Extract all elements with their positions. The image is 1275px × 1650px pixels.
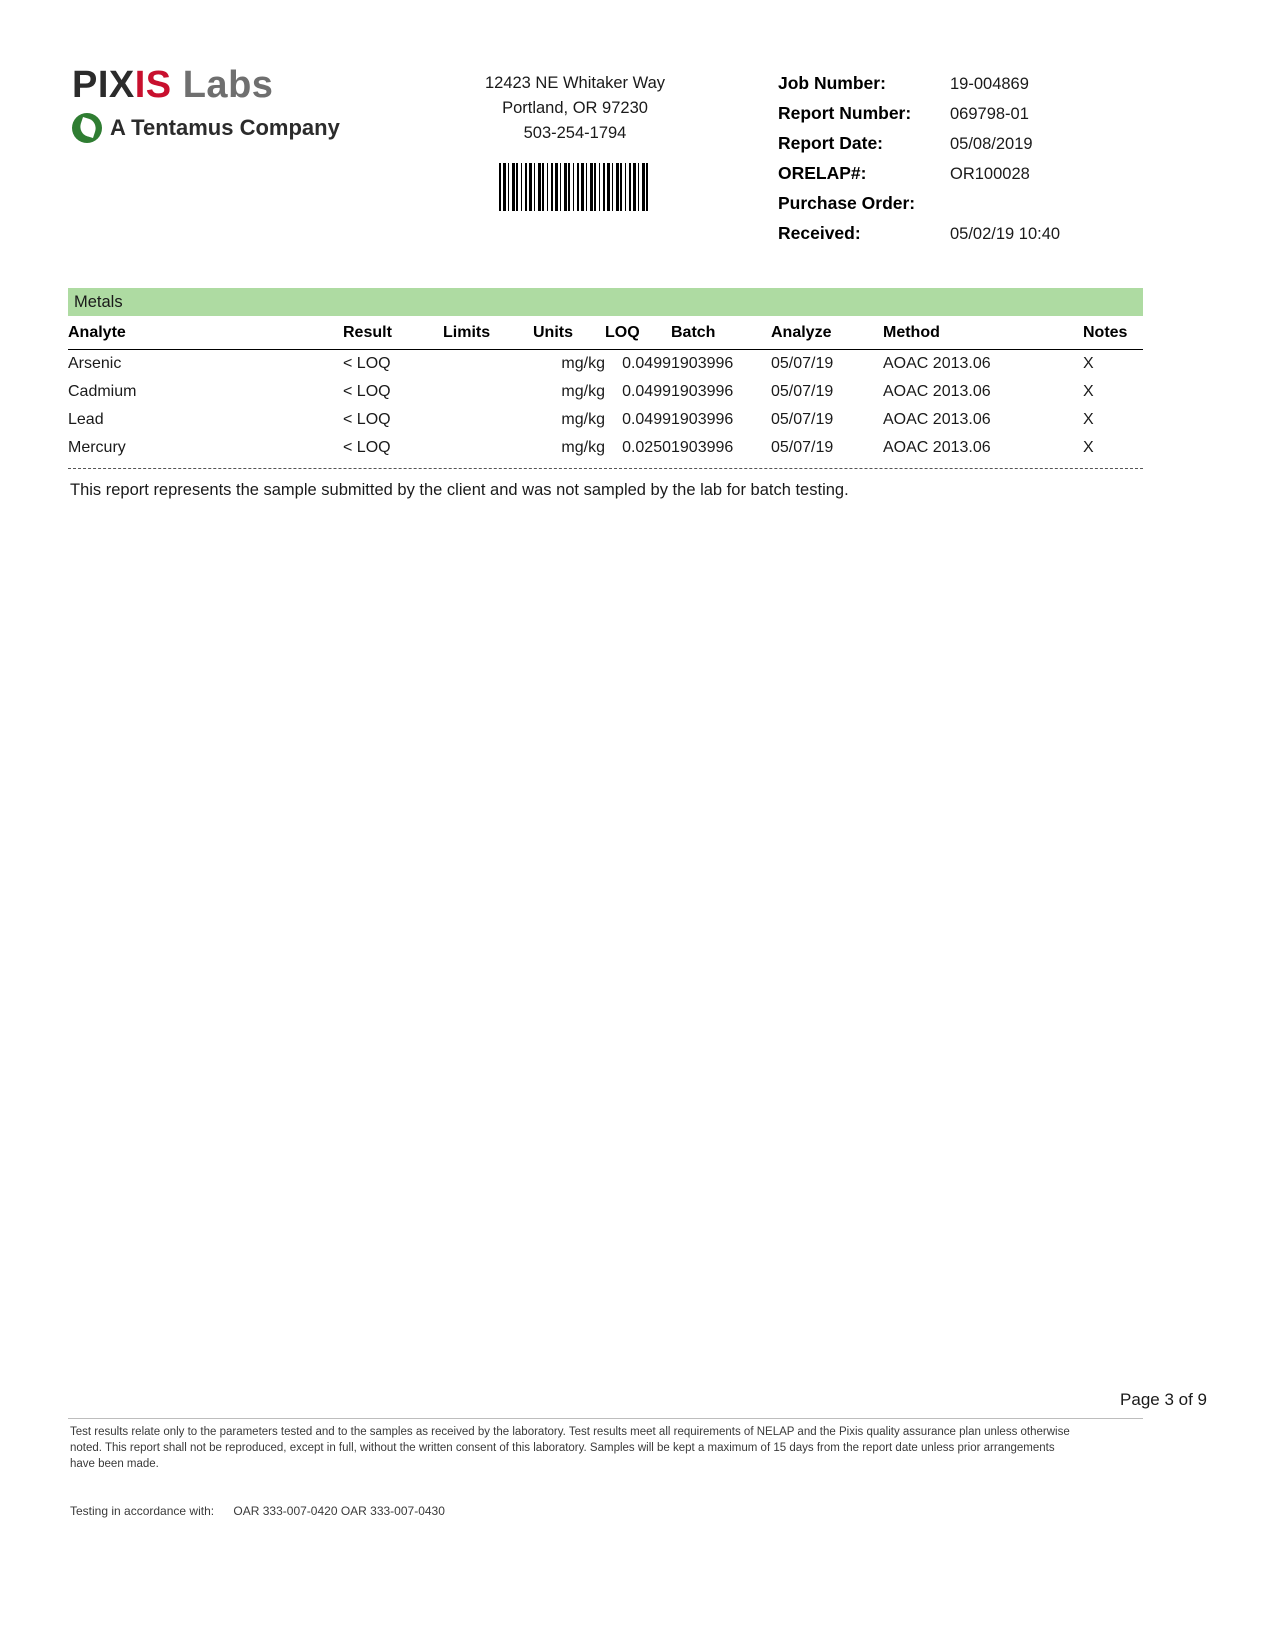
meta-label-received: Received: (778, 223, 861, 243)
meta-row-report-number (778, 103, 1208, 133)
meta-row-report-date (778, 133, 1208, 163)
cell-method: AOAC 2013.06 (883, 411, 991, 428)
meta-value-job-number: 19-004869 (950, 75, 1029, 93)
cell-analyte: Cadmium (68, 383, 137, 400)
cell-units: mg/kg (561, 439, 605, 456)
cell-method: AOAC 2013.06 (883, 355, 991, 372)
meta-label-orelap: ORELAP#: (778, 163, 867, 183)
cell-analyze: 05/07/19 (771, 355, 834, 372)
cell-result: < LOQ (343, 355, 391, 372)
table-header-row (68, 316, 1143, 350)
cell-batch: 1903996 (671, 355, 734, 372)
col-header-loq: LOQ (605, 316, 671, 350)
testing-accordance-line (70, 1504, 445, 1518)
cell-notes: X (1083, 439, 1094, 456)
meta-label-report-number: Report Number: (778, 103, 912, 123)
cell-method: AOAC 2013.06 (883, 439, 991, 456)
logo-tagline-row (72, 113, 372, 143)
meta-value-orelap: OR100028 (950, 165, 1030, 183)
address-city-state-zip: Portland, OR 97230 (502, 99, 648, 117)
logo-text-labs: Labs (182, 64, 274, 106)
cell-notes: X (1083, 383, 1094, 400)
meta-row-purchase-order (778, 193, 1208, 223)
col-header-result: Result (343, 316, 443, 350)
meta-label-job-number: Job Number: (778, 73, 886, 93)
lab-address (410, 71, 740, 146)
col-header-analyze: Analyze (771, 316, 883, 350)
cell-analyze: 05/07/19 (771, 439, 834, 456)
page-number: Page 3 of 9 (1120, 1390, 1207, 1409)
cell-loq: 0.0499 (622, 355, 671, 372)
cell-method: AOAC 2013.06 (883, 383, 991, 400)
meta-value-report-number: 069798-01 (950, 105, 1029, 123)
logo-wordmark (72, 63, 372, 107)
cell-notes: X (1083, 355, 1094, 372)
cell-units: mg/kg (561, 383, 605, 400)
address-phone: 503-254-1794 (523, 124, 627, 142)
cell-units: mg/kg (561, 411, 605, 428)
company-logo (72, 63, 372, 143)
logo-tagline: A Tentamus Company (110, 115, 340, 140)
cell-analyze: 05/07/19 (771, 411, 834, 428)
col-header-batch: Batch (671, 316, 771, 350)
col-header-limits: Limits (443, 316, 533, 350)
footer-divider (68, 1418, 1143, 1419)
logo-text-is: IS (134, 64, 172, 106)
col-header-notes: Notes (1083, 316, 1143, 350)
cell-units: mg/kg (561, 355, 605, 372)
testing-label: Testing in accordance with: (70, 1504, 215, 1518)
cell-loq: 0.0499 (622, 411, 671, 428)
cell-result: < LOQ (343, 439, 391, 456)
cell-notes: X (1083, 411, 1094, 428)
table-bottom-divider (68, 468, 1143, 469)
address-street: 12423 NE Whitaker Way (484, 74, 666, 92)
meta-value-report-date: 05/08/2019 (950, 135, 1033, 153)
meta-row-job-number (778, 73, 1208, 103)
cell-analyte: Mercury (68, 439, 126, 456)
cell-limits (443, 350, 533, 379)
cell-analyte: Lead (68, 411, 104, 428)
col-header-analyte: Analyte (68, 316, 343, 350)
meta-value-received: 05/02/19 10:40 (950, 225, 1061, 243)
results-table (68, 316, 1143, 462)
cell-limits (443, 434, 533, 462)
cell-batch: 1903996 (671, 411, 734, 428)
testing-value: OAR 333-007-0420 OAR 333-007-0430 (233, 1504, 445, 1518)
cell-limits (443, 378, 533, 406)
results-section (68, 288, 1143, 500)
cell-analyze: 05/07/19 (771, 383, 834, 400)
leaf-icon (72, 113, 102, 143)
table-row (68, 406, 1143, 434)
report-meta-list (778, 73, 1208, 253)
col-header-method: Method (883, 316, 1083, 350)
meta-row-orelap (778, 163, 1208, 193)
cell-batch: 1903996 (671, 439, 734, 456)
footer-disclaimer: Test results relate only to the parameters tested and to the samples as received by the laboratory. Test results meet all requirements of NELAP and the Pixis quality assurance plan unless otherwise noted. This report shall not be reproduced, except in full, without the written consent of this laboratory. Samples will be kept a maximum of 15 days from the report date unless prior arrangements have been made. (70, 1426, 1070, 1470)
meta-row-received (778, 223, 1208, 253)
table-row (68, 350, 1143, 379)
cell-batch: 1903996 (671, 383, 734, 400)
table-row (68, 378, 1143, 406)
barcode-image (499, 163, 651, 211)
cell-result: < LOQ (343, 383, 391, 400)
logo-text-pix: PIX (72, 64, 135, 106)
cell-result: < LOQ (343, 411, 391, 428)
cell-loq: 0.0499 (622, 383, 671, 400)
col-header-units: Units (533, 316, 605, 350)
meta-label-report-date: Report Date: (778, 133, 884, 153)
cell-analyte: Arsenic (68, 355, 122, 372)
table-row (68, 434, 1143, 462)
meta-label-purchase-order: Purchase Order: (778, 193, 916, 213)
report-note: This report represents the sample submitted by the client and was not sampled by the lab for batch testing. (70, 481, 849, 499)
report-header (0, 55, 1275, 255)
cell-loq: 0.0250 (622, 439, 671, 456)
section-title-metals: Metals (68, 288, 1143, 316)
cell-limits (443, 406, 533, 434)
